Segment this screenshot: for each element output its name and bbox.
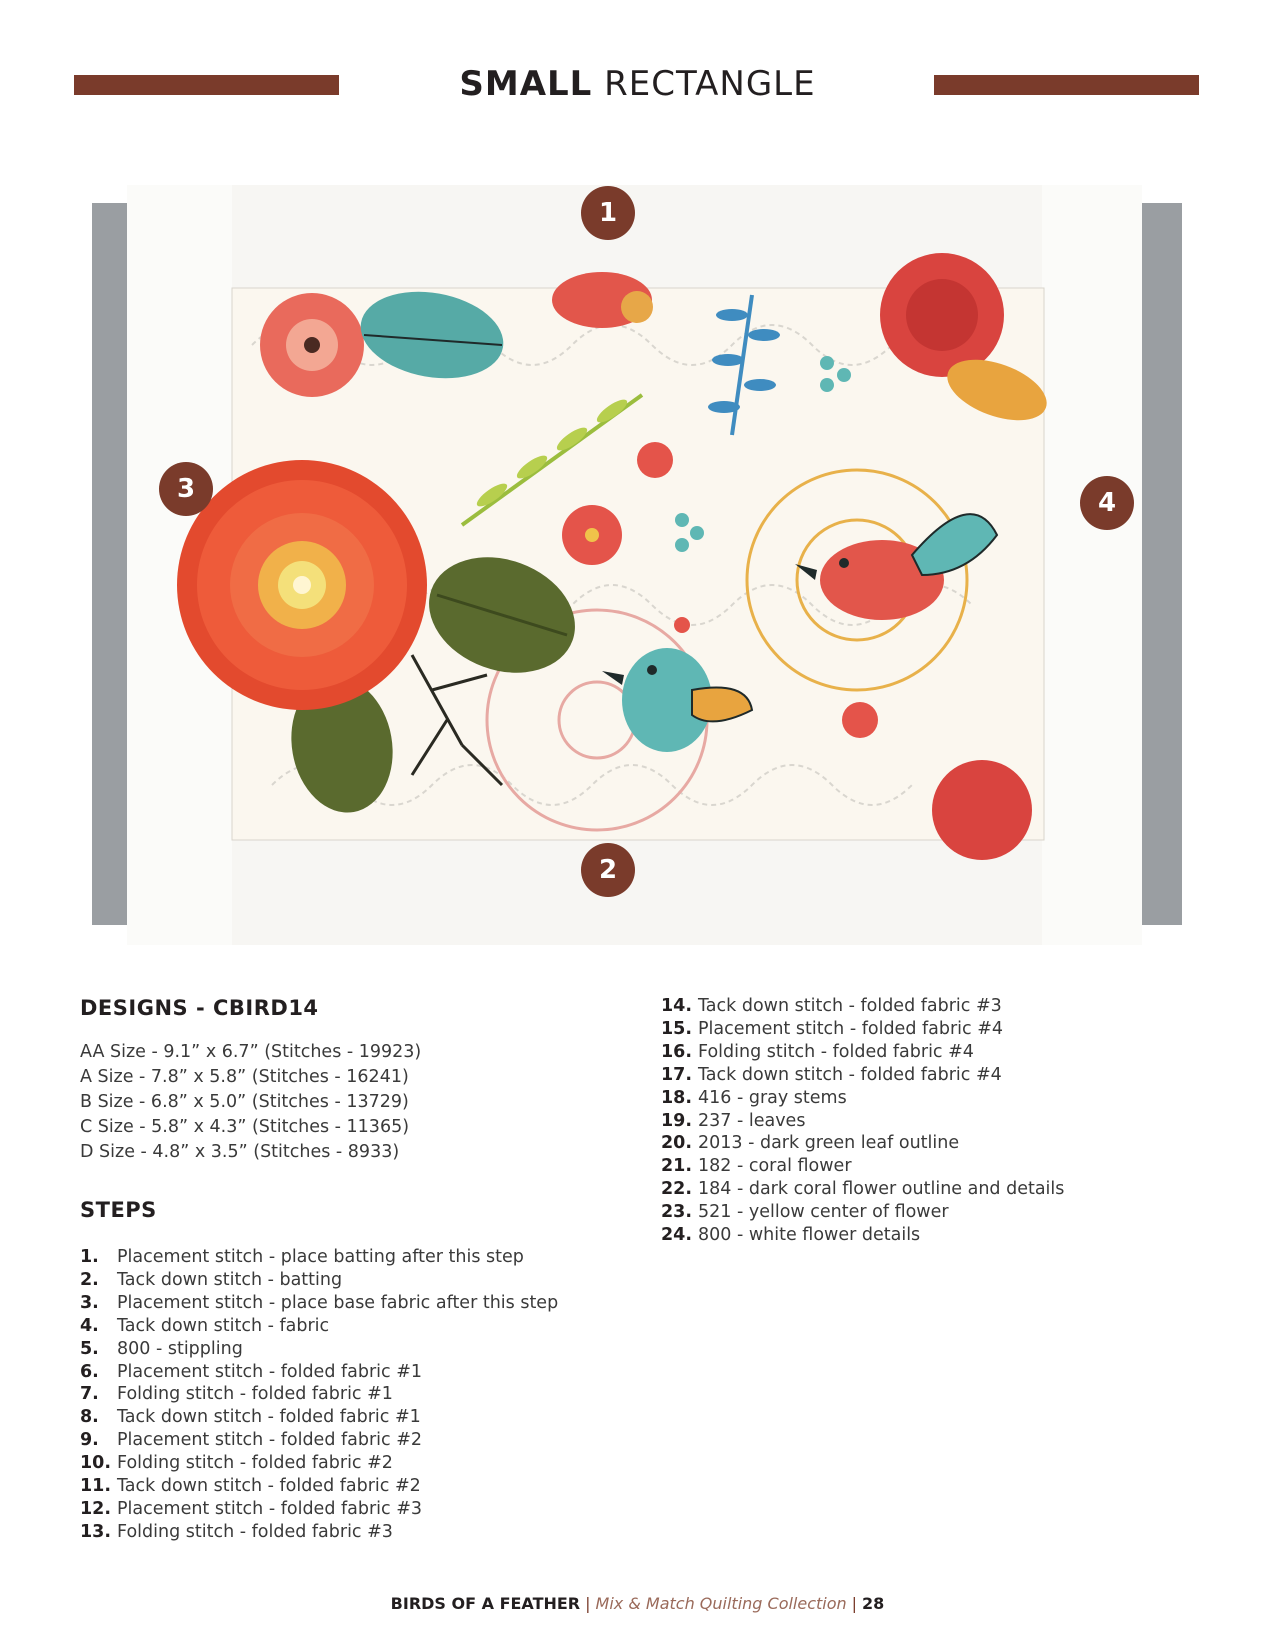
step-text: Placement stitch - place base fabric after this step <box>117 1292 559 1313</box>
page-footer <box>0 1594 1275 1613</box>
footer-collection: Mix & Match Quilting Collection <box>595 1594 847 1613</box>
step-text: Folding stitch - folded fabric #3 <box>117 1521 393 1542</box>
title-bold: SMALL <box>459 64 593 104</box>
step-number: 8. <box>80 1407 99 1428</box>
page-number: 28 <box>862 1594 885 1613</box>
step-number: 10. <box>80 1453 112 1474</box>
steps-list-column-2 <box>661 995 1064 1247</box>
badge-2: 2 <box>581 843 635 897</box>
step-text: Placement stitch - folded fabric #2 <box>117 1430 423 1451</box>
page-title <box>0 62 1275 106</box>
footer-separator-2: | <box>851 1594 858 1613</box>
badge-3: 3 <box>159 462 213 516</box>
step-item <box>80 1338 558 1361</box>
steps-heading: STEPS <box>80 1198 157 1222</box>
quilt-block-photo <box>92 185 1182 945</box>
step-item <box>80 1429 558 1452</box>
step-item <box>661 1178 1064 1201</box>
step-item <box>80 1315 558 1338</box>
step-number: 7. <box>80 1384 99 1405</box>
step-number: 19. <box>661 1110 693 1131</box>
step-number: 18. <box>661 1087 693 1108</box>
step-item <box>80 1269 558 1292</box>
step-number: 17. <box>661 1064 693 1085</box>
design-sizes-list <box>80 1040 421 1165</box>
step-text: Tack down stitch - folded fabric #1 <box>117 1407 421 1428</box>
step-number: 13. <box>80 1521 112 1542</box>
step-number: 9. <box>80 1430 99 1451</box>
step-text: Folding stitch - folded fabric #4 <box>698 1041 974 1062</box>
step-item <box>661 1201 1064 1224</box>
step-text: Folding stitch - folded fabric #2 <box>117 1453 393 1474</box>
step-number: 12. <box>80 1498 112 1519</box>
step-number: 6. <box>80 1361 99 1382</box>
step-text: Tack down stitch - folded fabric #2 <box>117 1476 421 1497</box>
step-number: 16. <box>661 1041 693 1062</box>
design-size-a: A Size - 7.8” x 5.8” (Stitches - 16241) <box>80 1067 409 1087</box>
design-size-aa: AA Size - 9.1” x 6.7” (Stitches - 19923) <box>80 1042 422 1062</box>
footer-separator: | <box>585 1594 591 1613</box>
step-number: 11. <box>80 1476 112 1497</box>
step-item <box>80 1452 558 1475</box>
step-text: Folding stitch - folded fabric #1 <box>117 1384 393 1405</box>
step-text: 182 - coral flower <box>698 1156 852 1177</box>
steps-list-column-1 <box>80 1246 558 1544</box>
step-text: Tack down stitch - fabric <box>117 1315 330 1336</box>
step-number: 3. <box>80 1292 99 1313</box>
step-number: 24. <box>661 1225 693 1246</box>
step-item <box>80 1361 558 1384</box>
step-number: 1. <box>80 1247 99 1267</box>
designs-heading: DESIGNS - CBIRD14 <box>80 996 319 1020</box>
step-text: Placement stitch - folded fabric #4 <box>698 1018 1004 1039</box>
step-item <box>661 1155 1064 1178</box>
design-size-c: C Size - 5.8” x 4.3” (Stitches - 11365) <box>80 1117 410 1137</box>
step-number: 20. <box>661 1133 693 1154</box>
step-item <box>661 1224 1064 1247</box>
step-item <box>661 1018 1064 1041</box>
step-number: 4. <box>80 1315 99 1336</box>
step-text: 521 - yellow center of flower <box>698 1202 949 1223</box>
step-number: 22. <box>661 1179 693 1200</box>
step-item <box>661 1087 1064 1110</box>
step-text: Tack down stitch - batting <box>117 1269 343 1290</box>
step-number: 14. <box>661 996 693 1016</box>
step-item <box>80 1521 558 1544</box>
design-size-b: B Size - 6.8” x 5.0” (Stitches - 13729) <box>80 1092 409 1112</box>
step-item <box>661 1064 1064 1087</box>
step-text: 237 - leaves <box>698 1110 806 1131</box>
step-text: 184 - dark coral flower outline and details <box>698 1179 1065 1200</box>
step-number: 23. <box>661 1202 693 1223</box>
step-number: 2. <box>80 1269 99 1290</box>
step-item <box>80 1292 558 1315</box>
step-item <box>80 1406 558 1429</box>
badge-1: 1 <box>581 186 635 240</box>
step-item <box>661 1132 1064 1155</box>
title-regular: RECTANGLE <box>604 64 816 104</box>
step-item <box>80 1383 558 1406</box>
step-item <box>80 1498 558 1521</box>
step-item <box>661 1110 1064 1133</box>
step-item <box>80 1246 558 1269</box>
step-number: 15. <box>661 1018 693 1039</box>
design-size-d: D Size - 4.8” x 3.5” (Stitches - 8933) <box>80 1142 400 1162</box>
step-text: 800 - stippling <box>117 1338 243 1359</box>
step-text: Placement stitch - folded fabric #3 <box>117 1498 423 1519</box>
step-item <box>80 1475 558 1498</box>
step-text: Placement stitch - place batting after this step <box>117 1247 524 1267</box>
step-text: 416 - gray stems <box>698 1087 847 1108</box>
step-item <box>661 1041 1064 1064</box>
step-number: 5. <box>80 1338 99 1359</box>
step-text: 2013 - dark green leaf outline <box>698 1133 960 1154</box>
badge-4: 4 <box>1080 476 1134 530</box>
footer-brand: BIRDS OF A FEATHER <box>390 1594 581 1613</box>
step-item <box>661 995 1064 1018</box>
step-text: 800 - white flower details <box>698 1225 921 1246</box>
step-text: Tack down stitch - folded fabric #4 <box>698 1064 1002 1085</box>
quilt-block-illustration <box>92 185 1182 945</box>
step-text: Tack down stitch - folded fabric #3 <box>698 996 1002 1016</box>
step-text: Placement stitch - folded fabric #1 <box>117 1361 423 1382</box>
step-number: 21. <box>661 1156 693 1177</box>
